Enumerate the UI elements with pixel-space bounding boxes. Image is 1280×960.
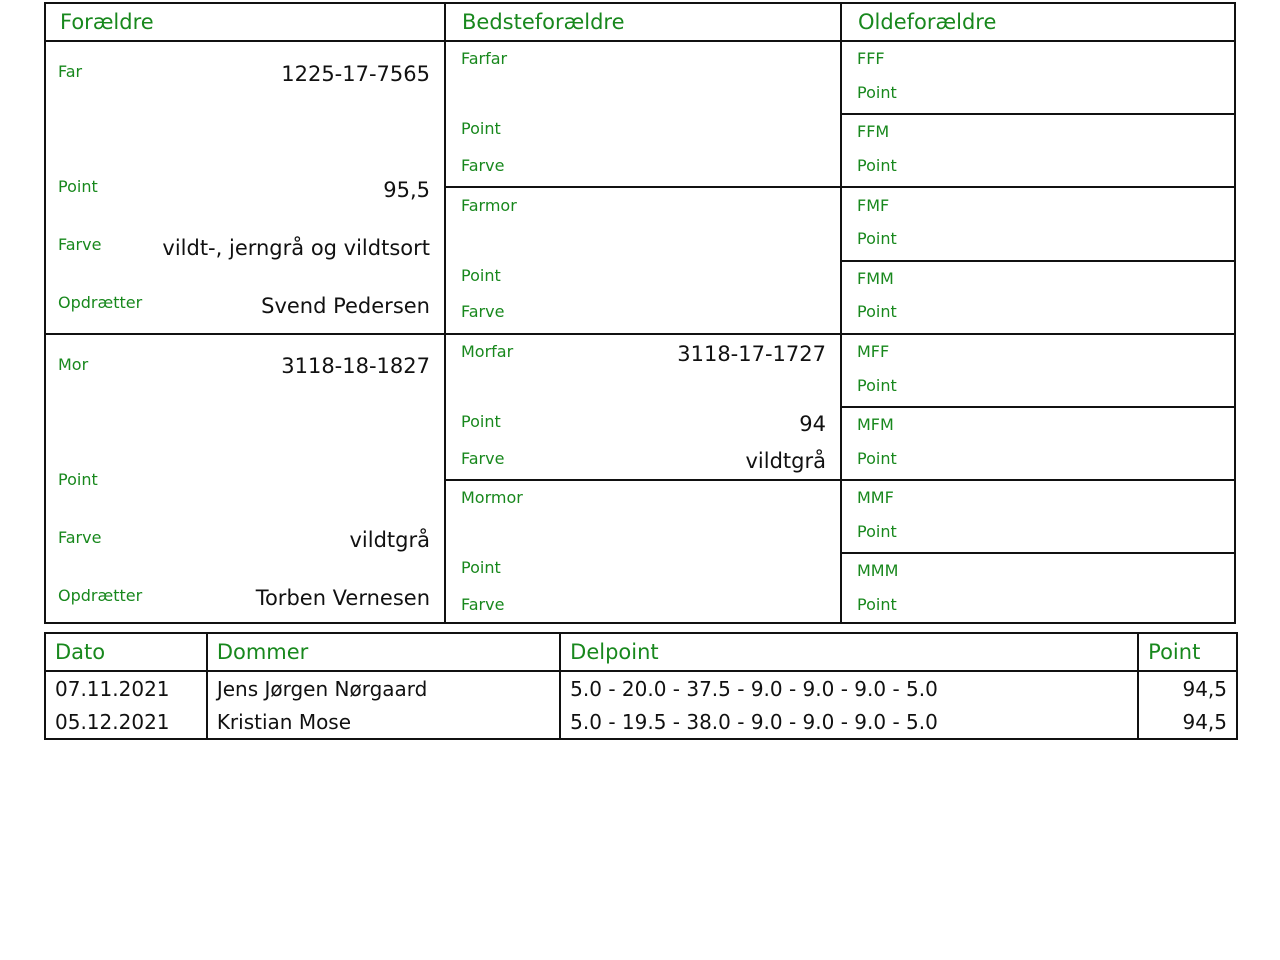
divider xyxy=(842,552,1236,554)
score-delpoint: 5.0 - 20.0 - 37.5 - 9.0 - 9.0 - 9.0 - 5.0 xyxy=(560,671,1138,705)
great-mfm-point-label: Point xyxy=(857,449,897,468)
header-parents: Forældre xyxy=(60,10,154,34)
scores-header-point: Point xyxy=(1138,633,1237,671)
score-delpoint: 5.0 - 19.5 - 38.0 - 9.0 - 9.0 - 9.0 - 5.0 xyxy=(560,705,1138,739)
far-farve-label: Farve xyxy=(58,235,102,254)
great-ffm-point-label: Point xyxy=(857,156,897,175)
great-ffm-label: FFM xyxy=(857,122,890,141)
farmor-farve-label: Farve xyxy=(461,302,505,321)
divider xyxy=(842,406,1236,408)
great-fmf-label: FMF xyxy=(857,196,890,215)
great-mmm-point-label: Point xyxy=(857,595,897,614)
far-point-label: Point xyxy=(58,177,98,196)
great-mmf-label: MMF xyxy=(857,488,894,507)
header-great-grandparents: Oldeforældre xyxy=(858,10,997,34)
great-mmf-point-label: Point xyxy=(857,522,897,541)
great-fff-point-label: Point xyxy=(857,83,897,102)
scores-header-delpoint: Delpoint xyxy=(560,633,1138,671)
farfar-farve-label: Farve xyxy=(461,156,505,175)
pedigree-table xyxy=(44,2,1236,624)
morfar-id: 3118-17-1727 xyxy=(677,342,826,366)
score-date: 05.12.2021 xyxy=(45,705,207,739)
far-breeder: Svend Pedersen xyxy=(261,294,430,318)
score-point: 94,5 xyxy=(1138,671,1237,705)
scores-table xyxy=(44,632,1238,740)
score-point: 94,5 xyxy=(1138,705,1237,739)
mormor-point-label: Point xyxy=(461,558,501,577)
great-mmm-label: MMM xyxy=(857,561,899,580)
farfar-point-label: Point xyxy=(461,119,501,138)
mor-breeder: Torben Vernesen xyxy=(255,586,430,610)
morfar-point-label: Point xyxy=(461,412,501,431)
divider xyxy=(446,479,1236,481)
divider xyxy=(446,186,1236,188)
score-judge: Kristian Mose xyxy=(207,705,560,739)
morfar-point: 94 xyxy=(799,412,826,436)
scores-header-judge: Dommer xyxy=(207,633,560,671)
far-farve: vildt-, jerngrå og vildtsort xyxy=(162,236,430,260)
great-mfm-label: MFM xyxy=(857,415,894,434)
far-label: Far xyxy=(58,62,83,81)
divider xyxy=(46,333,1236,335)
score-date: 07.11.2021 xyxy=(45,671,207,705)
divider xyxy=(840,4,842,624)
divider xyxy=(842,260,1236,262)
mor-point-label: Point xyxy=(58,470,98,489)
great-fff-label: FFF xyxy=(857,49,885,68)
great-fmm-point-label: Point xyxy=(857,302,897,321)
table-row xyxy=(45,671,1237,705)
score-judge: Jens Jørgen Nørgaard xyxy=(207,671,560,705)
far-breeder-label: Opdrætter xyxy=(58,293,143,312)
divider xyxy=(842,113,1236,115)
scores-header-row xyxy=(45,633,1237,671)
great-mff-point-label: Point xyxy=(857,376,897,395)
morfar-farve: vildtgrå xyxy=(745,449,826,473)
farmor-label: Farmor xyxy=(461,196,517,215)
far-id: 1225-17-7565 xyxy=(281,62,430,86)
mormor-label: Mormor xyxy=(461,488,523,507)
farfar-label: Farfar xyxy=(461,49,508,68)
divider xyxy=(444,4,446,624)
table-row xyxy=(45,705,1237,739)
mormor-farve-label: Farve xyxy=(461,595,505,614)
mor-label: Mor xyxy=(58,355,89,374)
morfar-label: Morfar xyxy=(461,342,514,361)
divider xyxy=(46,40,1236,42)
great-fmm-label: FMM xyxy=(857,269,894,288)
mor-farve-label: Farve xyxy=(58,528,102,547)
mor-farve: vildtgrå xyxy=(349,528,430,552)
farmor-point-label: Point xyxy=(461,266,501,285)
far-point: 95,5 xyxy=(383,178,430,202)
mor-breeder-label: Opdrætter xyxy=(58,586,143,605)
morfar-farve-label: Farve xyxy=(461,449,505,468)
great-fmf-point-label: Point xyxy=(857,229,897,248)
scores-header-date: Dato xyxy=(45,633,207,671)
header-grandparents: Bedsteforældre xyxy=(462,10,625,34)
mor-id: 3118-18-1827 xyxy=(281,354,430,378)
great-mff-label: MFF xyxy=(857,342,890,361)
